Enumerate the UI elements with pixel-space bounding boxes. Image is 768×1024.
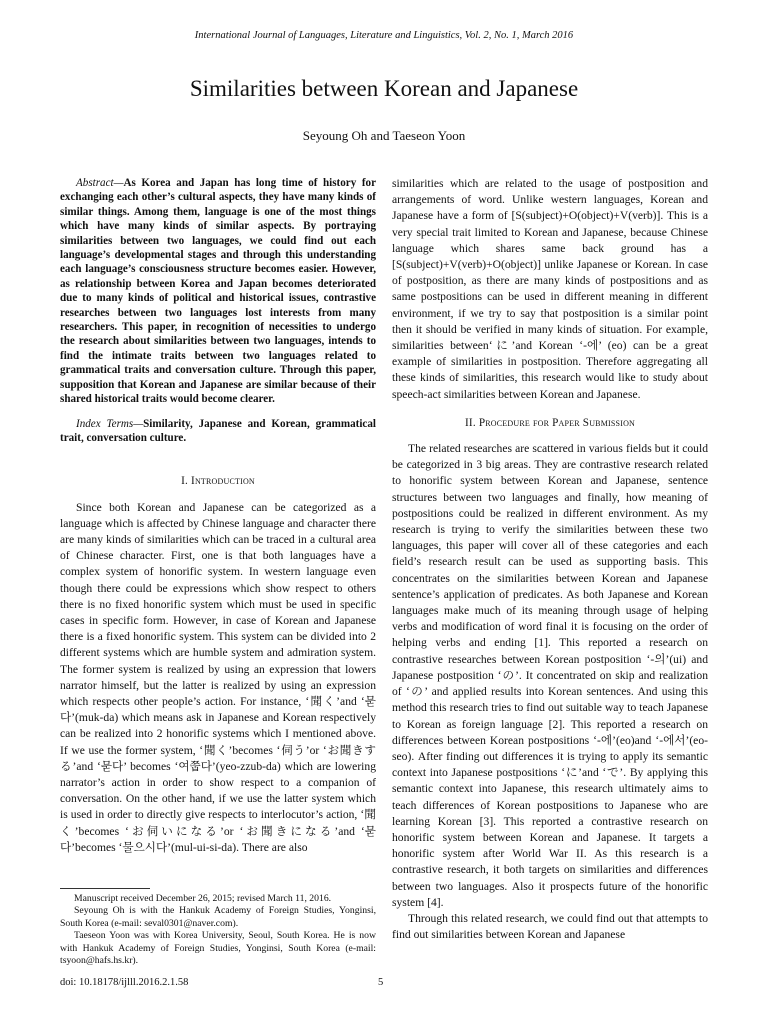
index-terms-label: Index Terms— [76,417,144,430]
journal-header: International Journal of Languages, Literature and Linguistics, Vol. 2, No. 1, March 2016 [194,30,574,41]
abstract-label: Abstract— [76,177,124,189]
section-heading-introduction [60,473,376,489]
paper-authors: Seyoung Oh and Taeseon Yoon [302,128,466,143]
footnotes [60,893,376,967]
section-title: Introduction [191,475,255,488]
right-column [392,176,708,943]
section-title: Procedure for Paper Submission [478,416,636,429]
introduction-paragraph: Since both Korean and Japanese can be categorized as a language which is affected by Chinese language and character there are many kinds of similarities which can be traced in a cultural area of Chinese character. First, one is that both languages have a complex system of honorific system. In western language even though there could be expressions which show respect to others there is no fixed honorific system which must be used in specific cases in specific form. However, in case of Korean and Japanese there is a fixed honorific system. This system can be divided into 2 different systems which are humble system and admiration system. The former system is realized by using an expression that lowers narrator himself, but the latter is realized by using an expression which respects other people’s action. For instance, ‘聞く’and ‘묻다’(muk-da) which means ask in Japanese and Korean respectively can be realized into 2 honorific systems which I mentioned above. If we use the former system, ‘聞く’becomes ‘伺う’or ‘お聞きする’and ‘묻다’ becomes ‘여쭙다’(yeo-zzub-da) which are lowering narrator’s action in order to show respect to a companion of conversation. On the other hand, if we use the latter system which is used in order to directly give respects to interlocutor’s action, ‘聞く’becomes ‘お伺いになる’or ‘お聞きになる’and ‘묻다’becomes ‘물으시다’(mul-ui-si-da). There are also [60,500,376,854]
continued-paragraph: similarities which are related to the usage of postposition and arrangements of word. Unlike western languages, Korean and Japanese have a form of [S(subject)+O(object)+V(verb)]. This is a very special trait limited to Korean and Japanese, because Chinese language which shares same back ground has a [S(subject)+V(verb)+O(object)] unlike Japanese or Korean. In case of postposition, as there are many kinds of postpositions and as same postpositions can be used in different meaning in different environment, if we try to say that postposition is a similar point then it should be verified in many kinds of situation. For example, similarities between‘に’and Korean ‘-에’ (eo) can be a great example of similarities in postposition. Therefore aggregating all these kinds of similarities, this research would like to study about speech-act similarities between Korean and Japanese. [392,177,708,401]
section-heading-procedure [392,415,708,431]
paper-title: Similarities between Korean and Japanese [189,76,579,101]
index-terms [60,417,376,446]
footnote-received: Manuscript received December 26, 2015; revised March 11, 2016. [74,893,332,904]
abstract [60,176,376,407]
section-number: I. [181,475,189,488]
related-research-summary-paragraph: Through this related research, we could find out that attempts to find out similarities between Korean and Japanese [392,911,708,942]
footnote-divider [60,888,150,889]
doi-link[interactable]: doi: 10.18178/ijlll.2016.2.1.58 [60,977,189,988]
page-number: 5 [378,977,384,988]
abstract-text: As Korea and Japan has long time of history for exchanging each other’s cultural aspects, they have many kinds of similar things. Among them, language is one of the most things which have many kinds of similar aspects. By portraying similarities between two languages, we could find out each language’s developmental stages and through this understanding each language’s consciousness structure becomes easier. However, as relationship between Korea and Japan becomes deteriorated due to many kinds of political and historical issues, contrastive researches between two languages lost interests from many researchers. This paper, in recognition of necessities to undergo the research about similarities between two languages, intends to find the intimate traits between two languages related to grammatical traits and conversation culture. Through this paper, supposition that Korean and Japanese are similar because of their shared historical traits would become clearer. [60,177,376,406]
footnote-author-1: Seyoung Oh is with the Hankuk Academy of Foreign Studies, Yonginsi, South Korea (e-mail: seval0301@naver.com). [60,905,376,929]
section-number: II. [464,416,476,429]
related-research-paragraph: The related researches are scattered in various fields but it could be categorized in 3 big areas. They are contrastive research related to honorific system between Korean and Japanese, sentence structures between two languages and finally, how meaning of postpositions could be realized in different environment. As my research is trying to verify the similarities between these two languages, this paper will cover all of these categories and each field’s research result can be used as supporting basis. This concentrates on the similarities between Korean and Japanese sentence’s application of predicates. As both Japanese and Korean languages make much of its meaning through usage of helping verbs and modification of word final it is focusing on the order of helping verbs and ending [1]. This reported a research on contrastive researches between Korean postposition ‘-의’(ui) and Japanese postposition ‘の’. It concentrated on skip and realization of ‘の’ and applied results into Korean sentences. And using this method this research tries to find out suitable way to teach Japanese to Korean as foreign language [2]. This reported a research on differences between Korean postpositions ‘-에’(eo)and ‘-에서’(eo-seo). After finding out differences it is trying to apply its semantic context into Japanese postpositions ‘に’and ‘で’. By applying this semantic context into Japanese, this research ultimately aims to teach differences of Korean postpositions to Japanese who are learning Korean [3]. This reported a contrastive research on honorific system between Korean and Japanese. It targets a honorific system after World War II. As this research is a contrastive research, it both targets on similarities and differences between two languages. Also it prospects future of the honorific system [4]. [392,442,708,909]
footnote-author-2: Taeseon Yoon was with Korea University, Seoul, South Korea. He is now with Hankuk Academy of Foreign Studies, Yonginsi, South Korea (e-mail: tsyoon@hafs.hs.kr). [60,930,376,967]
index-terms-text: Similarity, Japanese and Korean, grammatical trait, conversation culture. [60,417,376,444]
left-column [60,176,376,856]
